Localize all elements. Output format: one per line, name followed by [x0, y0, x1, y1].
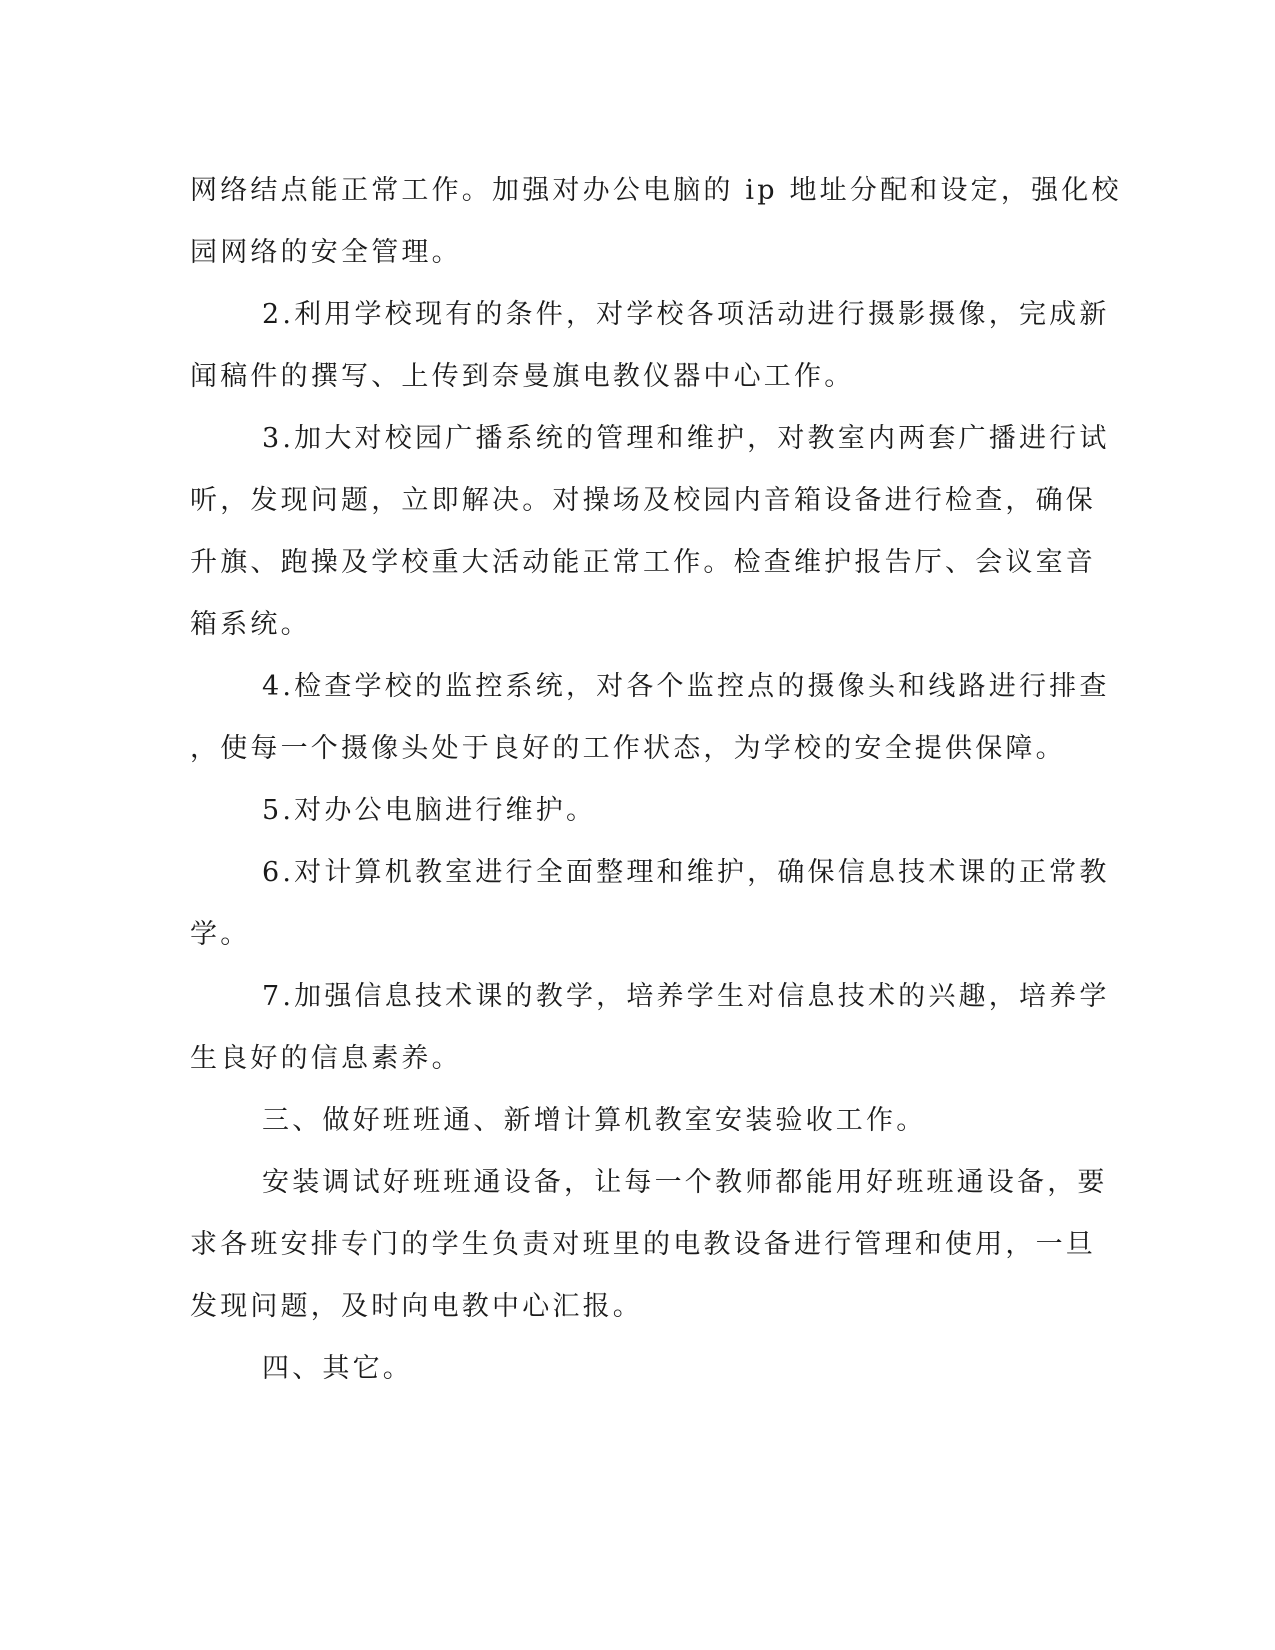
text-line: 学。 [190, 919, 251, 950]
text-line: 发现问题，及时向电教中心汇报。 [190, 1291, 643, 1322]
text-line: 箱系统。 [190, 609, 311, 640]
text-line: 园网络的安全管理。 [190, 237, 462, 268]
paragraph-start-line: 3.加大对校园广播系统的管理和维护，对教室内两套广播进行试 [262, 423, 1110, 454]
section-heading: 三、做好班班通、新增计算机教室安装验收工作。 [262, 1105, 927, 1136]
text-line: 升旗、跑操及学校重大活动能正常工作。检查维护报告厅、会议室音 [190, 547, 1096, 578]
text-line: ，使每一个摄像头处于良好的工作状态，为学校的安全提供保障。 [190, 733, 1066, 764]
paragraph-start-line: 5.对办公电脑进行维护。 [262, 795, 597, 826]
text-line: 闻稿件的撰写、上传到奈曼旗电教仪器中心工作。 [190, 361, 855, 392]
paragraph-start-line: 2.利用学校现有的条件，对学校各项活动进行摄影摄像，完成新 [262, 299, 1110, 330]
document-body [190, 160, 1122, 1400]
paragraph-start-line: 4.检查学校的监控系统，对各个监控点的摄像头和线路进行排查 [262, 671, 1110, 702]
text-line: 网络结点能正常工作。加强对办公电脑的 ip 地址分配和设定，强化校 [190, 175, 1122, 206]
paragraph-start-line: 7.加强信息技术课的教学，培养学生对信息技术的兴趣，培养学 [262, 981, 1110, 1012]
text-line: 求各班安排专门的学生负责对班里的电教设备进行管理和使用，一旦 [190, 1229, 1096, 1260]
paragraph-start-line: 6.对计算机教室进行全面整理和维护，确保信息技术课的正常教 [262, 857, 1110, 888]
text-line: 生良好的信息素养。 [190, 1043, 462, 1074]
text-line: 听，发现问题，立即解决。对操场及校园内音箱设备进行检查，确保 [190, 485, 1096, 516]
paragraph-start-line: 安装调试好班班通设备，让每一个教师都能用好班班通设备，要 [262, 1167, 1108, 1198]
section-heading: 四、其它。 [262, 1353, 413, 1384]
